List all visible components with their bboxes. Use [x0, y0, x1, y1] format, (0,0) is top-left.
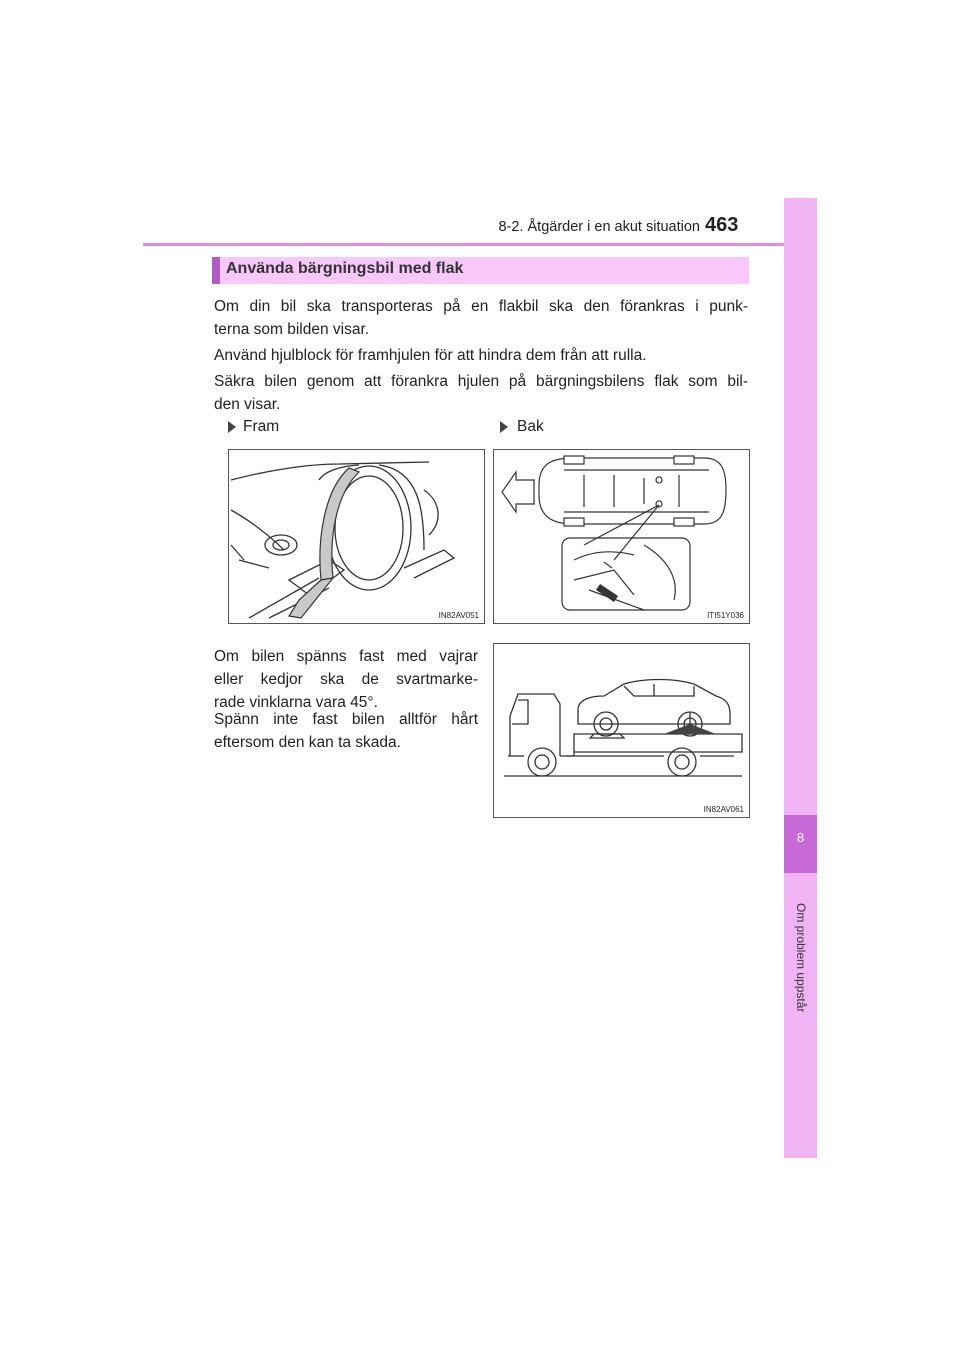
chapter-number: 8 [796, 830, 805, 845]
rear-underbody-figure [493, 449, 750, 624]
banner-title: Använda bärgningsbil med flak [226, 260, 464, 277]
paragraph-1-line-2: terna som bilden visar. [214, 321, 370, 338]
rear-underbody-illustration [494, 450, 749, 623]
section-title: 8-2. Åtgärder i en akut situation [498, 219, 700, 235]
triangle-right-icon [228, 421, 236, 433]
paragraph-3 [214, 370, 748, 416]
paragraph-2: Använd hjulblock för framhjulen för att hindra dem från att rulla. [214, 347, 647, 364]
paragraph-4 [214, 645, 478, 714]
header-divider [143, 243, 817, 246]
paragraph-1 [214, 295, 748, 341]
front-label: Fram [243, 418, 280, 435]
rear-label: Bak [517, 418, 544, 435]
paragraph-1-line-1: Om din bil ska transporteras på en flakbil ska den förankras i punk- [214, 298, 748, 315]
figure-code: ITI51Y036 [707, 611, 744, 620]
figure-code: IN82AV061 [703, 805, 744, 814]
flatbed-truck-figure [493, 643, 750, 818]
paragraph-5-line-2: eftersom den kan ta skada. [214, 734, 401, 751]
paragraph-5 [214, 708, 478, 754]
paragraph-4-line-2: eller kedjor ska de svartmarke- [214, 671, 478, 688]
paragraph-3-line-2: den visar. [214, 396, 281, 413]
paragraph-4-line-1: Om bilen spänns fast med vajrar [214, 648, 478, 665]
figure-code: IN82AV051 [438, 611, 479, 620]
chapter-sidebar [784, 198, 817, 1158]
chapter-title: Om problem uppstår [794, 903, 808, 1013]
flatbed-truck-illustration [494, 644, 749, 817]
banner-accent [212, 257, 220, 284]
front-wheel-illustration [229, 450, 484, 623]
paragraph-5-line-1: Spänn inte fast bilen alltför hårt [214, 711, 478, 728]
front-wheel-figure [228, 449, 485, 624]
triangle-right-icon [500, 421, 508, 433]
paragraph-3-line-1: Säkra bilen genom att förankra hjulen på bärgningsbilens flak som bil- [214, 373, 748, 390]
paragraph-4-line-3: rade vinklarna vara 45°. [214, 694, 378, 711]
page-number: 463 [705, 214, 739, 236]
